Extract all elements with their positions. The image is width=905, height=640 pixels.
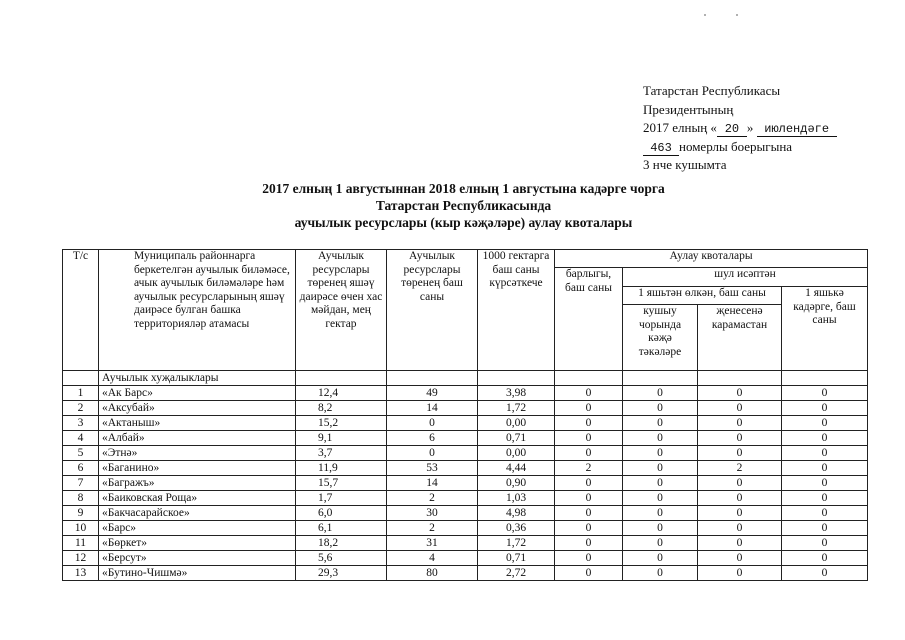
cell-m: 0 [623, 551, 698, 566]
cell-y: 0 [782, 476, 868, 491]
table-row [63, 506, 868, 521]
cell-total: 0 [555, 551, 623, 566]
cell-y: 0 [782, 551, 868, 566]
cell-m: 0 [623, 461, 698, 476]
cell-count: 0 [387, 446, 478, 461]
cell-m: 0 [623, 491, 698, 506]
cell-name: «Бутино-Чишмә» [99, 566, 296, 581]
cell-area: 8,2 [296, 401, 387, 416]
cell-count: 4 [387, 551, 478, 566]
table-row [63, 476, 868, 491]
table-row [63, 386, 868, 401]
quota-table [62, 249, 868, 581]
cell-area: 15,7 [296, 476, 387, 491]
cell-name: «Актаныш» [99, 416, 296, 431]
cell-total: 0 [555, 416, 623, 431]
cell-name: «Бөркет» [99, 536, 296, 551]
cell-total: 2 [555, 461, 623, 476]
cell-total: 0 [555, 521, 623, 536]
col-adult-f-header: җенесенә карамастан [698, 305, 782, 371]
cell-count: 14 [387, 476, 478, 491]
cell-y: 0 [782, 386, 868, 401]
cell-n: 5 [63, 446, 99, 461]
cell-n: 12 [63, 551, 99, 566]
cell-name: «Этнә» [99, 446, 296, 461]
cell-density: 0,00 [478, 446, 555, 461]
cell-count: 2 [387, 491, 478, 506]
cell-density: 1,72 [478, 536, 555, 551]
cell-total: 0 [555, 566, 623, 581]
cell-area: 5,6 [296, 551, 387, 566]
cell-f: 0 [698, 536, 782, 551]
cell-m: 0 [623, 431, 698, 446]
cell-n: 10 [63, 521, 99, 536]
table-row [63, 566, 868, 581]
cell-f: 0 [698, 491, 782, 506]
cell-f: 0 [698, 386, 782, 401]
date-month: июлендәге [757, 122, 837, 137]
cell-count: 80 [387, 566, 478, 581]
cell-y: 0 [782, 461, 868, 476]
cell-n: 4 [63, 431, 99, 446]
cell-total: 0 [555, 431, 623, 446]
table-row [63, 461, 868, 476]
cell-f: 0 [698, 446, 782, 461]
table-row [63, 536, 868, 551]
cell-total: 0 [555, 491, 623, 506]
col-municipality-header: Муниципаль районнарга беркетелгән аучылык биләмәсе, ачык аучылык биләмәләре һәм аучылык ресурсларының яшәү даирәсе булган башка территорияләр атамасы [99, 250, 296, 371]
cell-area: 18,2 [296, 536, 387, 551]
cell-y: 0 [782, 536, 868, 551]
scan-specks [700, 12, 740, 18]
col-quota-header: Аулау квоталары [555, 250, 868, 268]
cell-area: 15,2 [296, 416, 387, 431]
table-row [63, 551, 868, 566]
col-count-header: Аучылык ресурслары төренең баш саны [387, 250, 478, 371]
cell-area: 1,7 [296, 491, 387, 506]
cell-name: «Берсут» [99, 551, 296, 566]
cell-m: 0 [623, 521, 698, 536]
cell-f: 0 [698, 401, 782, 416]
cell-m: 0 [623, 386, 698, 401]
cell-total: 0 [555, 506, 623, 521]
cell-y: 0 [782, 566, 868, 581]
cell-m: 0 [623, 536, 698, 551]
cell-density: 1,03 [478, 491, 555, 506]
cell-y: 0 [782, 521, 868, 536]
cell-f: 0 [698, 551, 782, 566]
cell-count: 14 [387, 401, 478, 416]
table-row [63, 401, 868, 416]
cell-name: «Бакчасарайское» [99, 506, 296, 521]
col-density-header: 1000 гектарга баш саны күрсәткече [478, 250, 555, 371]
cell-name: «Аксубай» [99, 401, 296, 416]
cell-count: 30 [387, 506, 478, 521]
cell-density: 4,44 [478, 461, 555, 476]
cell-y: 0 [782, 416, 868, 431]
cell-count: 49 [387, 386, 478, 401]
cell-n: 8 [63, 491, 99, 506]
cell-y: 0 [782, 446, 868, 461]
cell-name: «Ак Барс» [99, 386, 296, 401]
cell-m: 0 [623, 566, 698, 581]
cell-n: 13 [63, 566, 99, 581]
cell-area: 11,9 [296, 461, 387, 476]
cell-area: 12,4 [296, 386, 387, 401]
table-row [63, 521, 868, 536]
cell-density: 0,90 [478, 476, 555, 491]
cell-name: «Барс» [99, 521, 296, 536]
cell-f: 0 [698, 416, 782, 431]
cell-f: 0 [698, 566, 782, 581]
cell-y: 0 [782, 506, 868, 521]
cell-f: 0 [698, 476, 782, 491]
table-row [63, 416, 868, 431]
cell-total: 0 [555, 446, 623, 461]
cell-count: 2 [387, 521, 478, 536]
col-adult-m-header: кушыу чорында кәҗә тәкәләре [623, 305, 698, 371]
col-young-header: 1 яшькә кадәрге, баш саны [782, 287, 868, 371]
cell-density: 1,72 [478, 401, 555, 416]
cell-m: 0 [623, 506, 698, 521]
cell-total: 0 [555, 536, 623, 551]
cell-name: «Багражъ» [99, 476, 296, 491]
cell-area: 3,7 [296, 446, 387, 461]
cell-n: 6 [63, 461, 99, 476]
cell-count: 0 [387, 416, 478, 431]
cell-name: «Баганино» [99, 461, 296, 476]
cell-density: 3,98 [478, 386, 555, 401]
cell-density: 0,71 [478, 431, 555, 446]
appendix-label: 3 нче кушымта [643, 157, 727, 172]
cell-area: 6,0 [296, 506, 387, 521]
cell-name: «Баиковская Роща» [99, 491, 296, 506]
cell-total: 0 [555, 476, 623, 491]
approval-number: 463 номерлы боерыгына [643, 138, 837, 157]
cell-count: 53 [387, 461, 478, 476]
document-title: 2017 елның 1 августыннан 2018 елның 1 августына кадәрге чорга Татарстан Республикасында аучылык ресурслары (кыр кәҗәләре) аулау квоталары [262, 181, 665, 230]
order-number: 463 [643, 141, 679, 156]
cell-n: 3 [63, 416, 99, 431]
col-adult-header: 1 яшьтән өлкән, баш саны [623, 287, 782, 305]
cell-m: 0 [623, 476, 698, 491]
col-incl-header: шул исәптән [623, 268, 868, 287]
cell-n: 7 [63, 476, 99, 491]
cell-m: 0 [623, 446, 698, 461]
approval-line-2: Президентының [643, 101, 734, 117]
cell-n: 2 [63, 401, 99, 416]
cell-y: 0 [782, 401, 868, 416]
cell-f: 0 [698, 506, 782, 521]
cell-density: 4,98 [478, 506, 555, 521]
cell-area: 29,3 [296, 566, 387, 581]
cell-density: 0,36 [478, 521, 555, 536]
cell-f: 0 [698, 431, 782, 446]
cell-density: 0,00 [478, 416, 555, 431]
cell-density: 2,72 [478, 566, 555, 581]
cell-total: 0 [555, 401, 623, 416]
cell-f: 2 [698, 461, 782, 476]
table-row [63, 431, 868, 446]
approval-line-1: Татарстан Республикасы [643, 83, 781, 98]
section-label: Аучылык хуҗалыклары [99, 371, 296, 386]
table-row [63, 491, 868, 506]
cell-count: 31 [387, 536, 478, 551]
approval-stamp [643, 82, 837, 175]
col-total-header: барлыгы, баш саны [555, 268, 623, 371]
cell-y: 0 [782, 491, 868, 506]
section-row [63, 371, 868, 386]
approval-date: 2017 елның « 20 » июлендәге [643, 119, 837, 138]
cell-n: 9 [63, 506, 99, 521]
cell-m: 0 [623, 416, 698, 431]
date-day: 20 [717, 122, 747, 137]
cell-name: «Албай» [99, 431, 296, 446]
cell-n: 11 [63, 536, 99, 551]
cell-y: 0 [782, 431, 868, 446]
cell-total: 0 [555, 386, 623, 401]
cell-area: 9,1 [296, 431, 387, 446]
cell-count: 6 [387, 431, 478, 446]
table-row [63, 446, 868, 461]
cell-n: 1 [63, 386, 99, 401]
header-row-1 [63, 250, 868, 268]
cell-f: 0 [698, 521, 782, 536]
cell-density: 0,71 [478, 551, 555, 566]
cell-area: 6,1 [296, 521, 387, 536]
col-num-header: Т/с [63, 250, 99, 371]
col-area-header: Аучылык ресурслары төренең яшәү даирәсе өчен хас мәйдан, мең гектар [296, 250, 387, 371]
cell-m: 0 [623, 401, 698, 416]
